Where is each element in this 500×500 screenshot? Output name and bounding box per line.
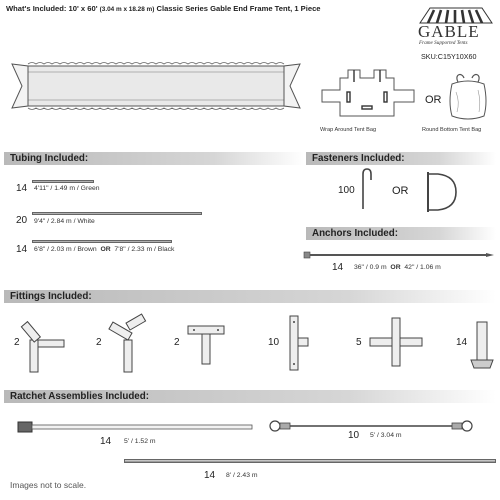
tubing-qty-3: 14 [16, 244, 28, 255]
round-bag-label: Round Bottom Tent Bag [422, 127, 482, 133]
ratchet-qty-1: 14 [100, 436, 112, 447]
tubing-heading: Tubing Included: [4, 152, 304, 165]
brand-tagline: Frame Supported Tents [419, 40, 468, 46]
title-main: What's Included: 10' x 60' [6, 4, 98, 13]
fasteners-qty: 100 [338, 185, 355, 196]
anchor-stake-icon [304, 251, 494, 259]
anchors-label-b: 42" / 1.06 m [404, 264, 441, 271]
tubing-label-2: 9'4" / 2.84 m / White [34, 218, 95, 225]
tubing-label-1: 4'11" / 1.49 m / Green [34, 185, 100, 192]
page-title [6, 4, 321, 13]
wrap-bag-icon [318, 68, 418, 124]
ratchet-pipe [124, 459, 496, 463]
tubing-qty-1: 14 [16, 183, 28, 194]
peak-fitting-icon [104, 318, 150, 374]
ratchet-qty-2: 10 [348, 430, 360, 441]
ratchet-qty-3: 14 [204, 470, 216, 481]
tent-top-icon [12, 62, 300, 110]
wrap-bag-label: Wrap Around Tent Bag [320, 127, 377, 133]
tubing-label-3 [34, 246, 174, 253]
tubing-or: OR [100, 246, 111, 253]
title-rest: Classic Series Gable End Frame Tent, 1 Piece [156, 4, 321, 13]
tent-logo-icon [418, 4, 494, 24]
tubing-label-3a: 6'8" / 2.03 m / Brown [34, 246, 97, 253]
fitting-qty-5: 5 [356, 337, 362, 348]
stake-pin-icon [360, 168, 374, 210]
fitting-qty-3: 2 [174, 337, 180, 348]
anchors-or: OR [390, 264, 401, 271]
tubing-label-3b: 7'8" / 2.33 m / Black [114, 246, 175, 253]
tube-green [32, 180, 94, 183]
anchors-label-a: 36" / 0.9 m [354, 264, 387, 271]
footer-note: Images not to scale. [10, 480, 87, 490]
lynch-pin-icon [420, 170, 460, 214]
fitting-qty-1: 2 [14, 337, 20, 348]
ratchet-label-1: 5' / 1.52 m [124, 438, 156, 445]
cross-fitting-icon [368, 316, 424, 368]
fitting-qty-2: 2 [96, 337, 102, 348]
ratchet-label-3: 8' / 2.43 m [226, 472, 258, 479]
fitting-qty-6: 14 [456, 337, 468, 348]
fittings-heading: Fittings Included: [4, 290, 496, 303]
round-bag-icon [448, 72, 488, 122]
fasteners-or: OR [392, 185, 409, 197]
sku-label: SKU:C15Y10X60 [421, 52, 477, 61]
fitting-qty-4: 10 [268, 337, 280, 348]
tubing-qty-2: 20 [16, 215, 28, 226]
anchors-qty: 14 [332, 262, 344, 273]
t-fitting-icon [186, 322, 226, 366]
fasteners-heading: Fasteners Included: [306, 152, 496, 165]
title-metric: (3.04 m x 18.28 m) [99, 6, 155, 13]
anchors-heading: Anchors Included: [306, 227, 496, 240]
brand-name: GABLE [418, 22, 480, 41]
ratchet-heading: Ratchet Assemblies Included: [4, 390, 496, 403]
ratchet-strap-icon [18, 420, 254, 434]
tube-white [32, 212, 202, 215]
anchors-label [354, 264, 441, 271]
tube-brown-black [32, 240, 172, 243]
foot-plate-icon [470, 320, 494, 370]
side-t-fitting-icon [286, 314, 310, 372]
ratchet-label-2: 5' / 3.04 m [370, 432, 402, 439]
bag-or-label: OR [425, 94, 442, 106]
angled-fitting-icon [24, 318, 66, 374]
